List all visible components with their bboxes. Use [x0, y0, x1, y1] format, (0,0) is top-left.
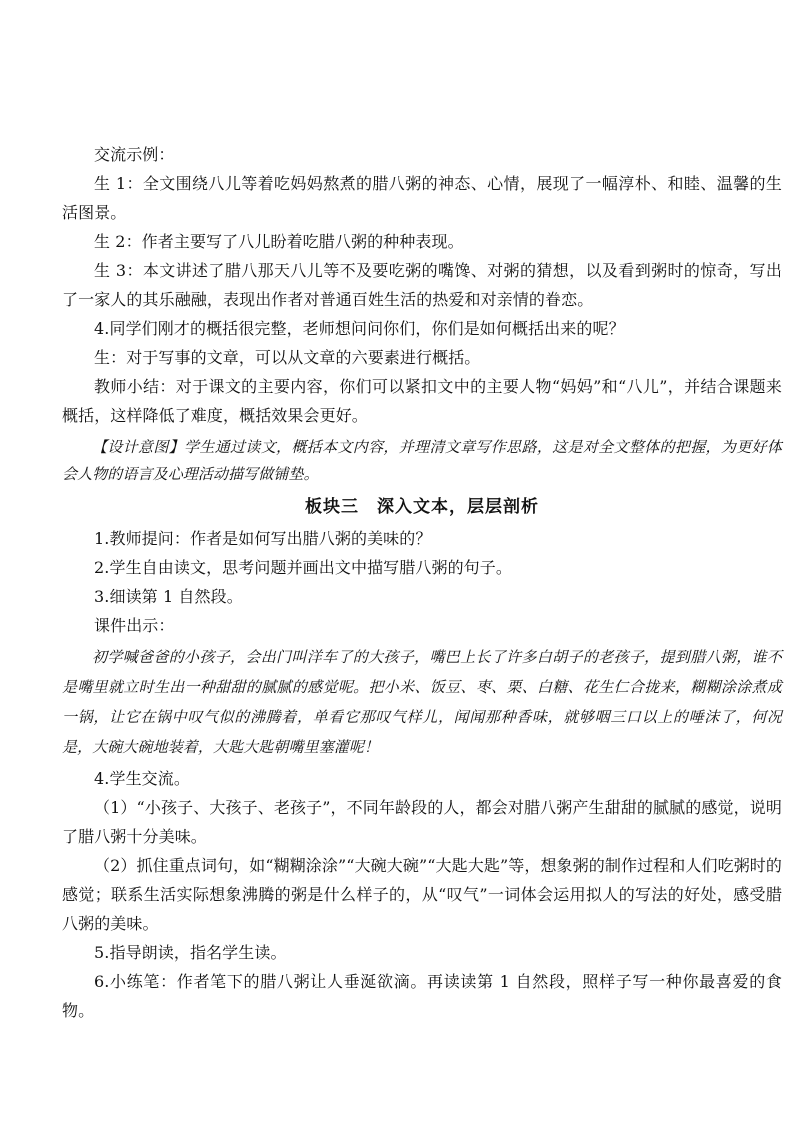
paragraph-student-3: 生 3：本文讲述了腊八那天八儿等不及要吃粥的嘴馋、对粥的猜想，以及看到粥时的惊奇，写出了一家人的其乐融融，表现出作者对普通百姓生活的热爱和对亲情的眷恋。 [62, 261, 782, 309]
step-6: 6.小练笔：作者笔下的腊八粥让人垂涎欲滴。再读读第 1 自然段，照样子写一种你最喜爱的食物。 [62, 972, 782, 1020]
step-4: 4.学生交流。 [94, 769, 190, 788]
paragraph-teacher-summary: 教师小结：对于课文的主要内容，你们可以紧扣文中的主要人物“妈妈”和“八儿”，并结合课题来概括，这样降低了难度，概括效果会更好。 [62, 377, 782, 425]
section-title: 板块三 深入文本，层层剖析 [305, 497, 539, 517]
step-1: 1.教师提问：作者是如何写出腊八粥的美味的？ [94, 529, 432, 548]
step-3: 3.细读第 1 自然段。 [94, 587, 243, 606]
paragraph-student-1: 生 1：全文围绕八儿等着吃妈妈熬煮的腊八粥的神态、心情，展现了一幅淳朴、和睦、温馨的生活图景。 [62, 174, 782, 222]
step-5: 5.指导朗读，指名学生读。 [94, 943, 287, 962]
exchange-point-1: （1）“小孩子、大孩子、老孩子”，不同年龄段的人，都会对腊八粥产生甜甜的腻腻的感觉，说明了腊八粥十分美味。 [62, 798, 782, 846]
paragraph-exchange-example-label: 交流示例： [94, 145, 175, 164]
paragraph-question-4: 4.同学们刚才的概括很完整，老师想问问你们，你们是如何概括出来的呢？ [94, 319, 625, 338]
exchange-point-2: （2）抓住重点词句，如“糊糊涂涂”“大碗大碗”“大匙大匙”等，想象粥的制作过程和人们吃粥时的感觉；联系生活实际想象沸腾的粥是什么样子的，从“叹气”一词体会运用拟人的写法的好处，感受腊八粥的美味。 [62, 856, 782, 933]
document-page [62, 140, 782, 1025]
step-2: 2.学生自由读文，思考问题并画出文中描写腊八粥的句子。 [94, 558, 512, 577]
paragraph-student-answer: 生：对于写事的文章，可以从文章的六要素进行概括。 [94, 348, 481, 367]
excerpt-text: 初学喊爸爸的小孩子，会出门叫洋车了的大孩子，嘴巴上长了许多白胡子的老孩子，提到腊八粥，谁不是嘴里就立时生出一种甜甜的腻腻的感觉呢。把小米、饭豆、枣、栗、白糖、花生仁合拢来，糊糊涂涂煮成一锅，让它在锅中叹气似的沸腾着，单看它那叹气样儿，闻闻那种香味，就够咽三口以上的唾沫了，何况是，大碗大碗地装着，大匙大匙朝嘴里塞灌呢！ [62, 648, 782, 756]
paragraph-student-2: 生 2：作者主要写了八儿盼着吃腊八粥的种种表现。 [94, 232, 464, 251]
courseware-label: 课件出示： [94, 616, 175, 635]
design-intent-note: 【设计意图】学生通过读文，概括本文内容，并理清文章写作思路，这是对全文整体的把握，为更好体会人物的语言及心理活动描写做铺垫。 [62, 438, 782, 483]
